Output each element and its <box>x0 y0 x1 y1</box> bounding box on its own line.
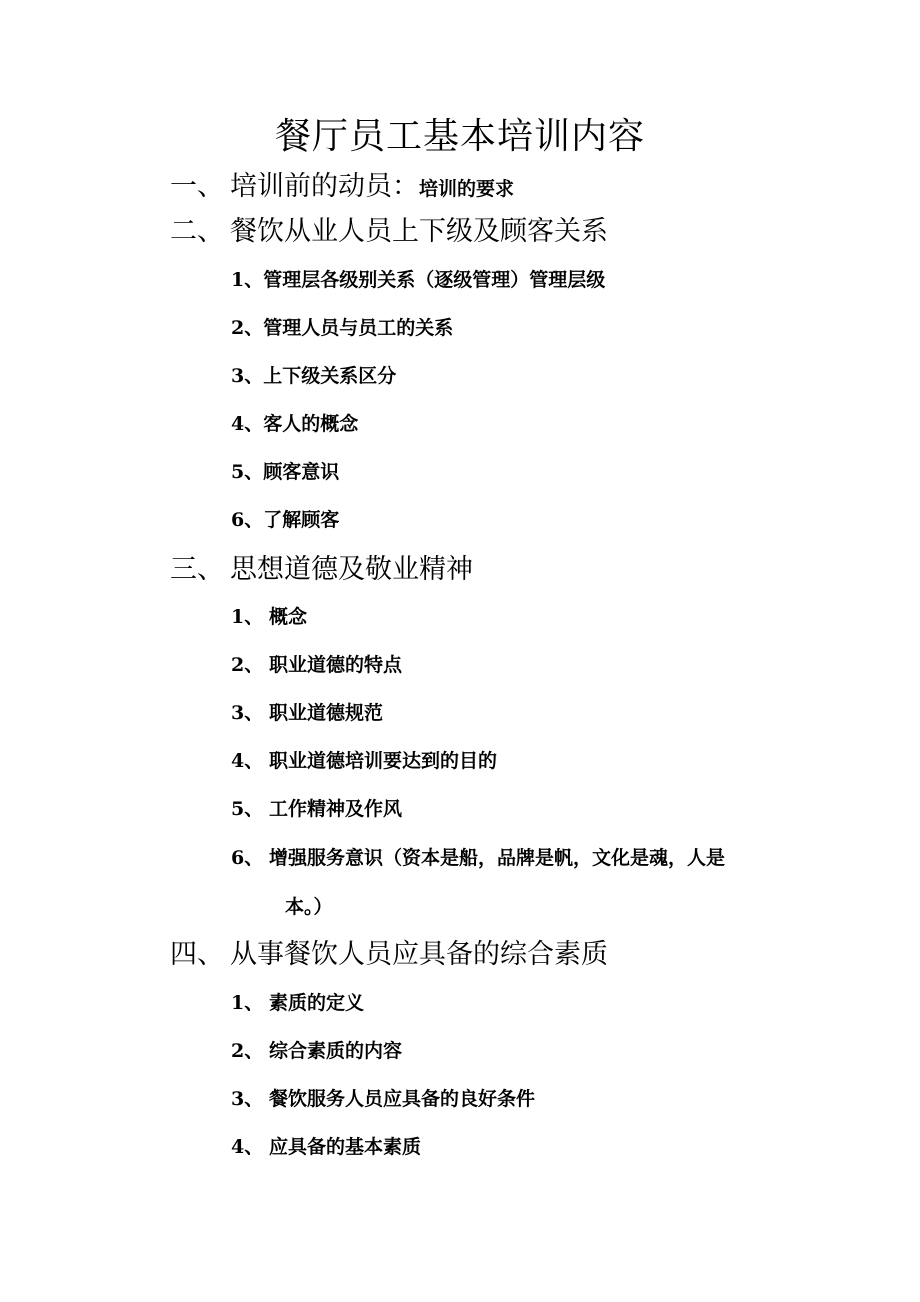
item-text: 概念 <box>269 606 308 628</box>
item-text: 增强服务意识（资本是船，品牌是帆，文化是魂，人是 <box>269 847 726 869</box>
document-title: 餐厅员工基本培训内容 <box>274 116 645 157</box>
item-number: 3、 <box>231 702 264 724</box>
item-text: 应具备的基本素质 <box>269 1136 422 1158</box>
item-number: 3、 <box>231 365 264 387</box>
section-title: 餐饮从业人员上下级及顾客关系 <box>230 216 608 247</box>
item-text: 客人的概念 <box>263 413 359 435</box>
section-heading-2 <box>170 214 608 250</box>
item-number: 1、 <box>231 992 264 1014</box>
section-marker: 三、 <box>170 554 224 585</box>
item-text: 素质的定义 <box>269 992 365 1014</box>
item-text: 上下级关系区分 <box>263 365 397 387</box>
section-title: 培训前的动员： <box>230 171 419 202</box>
list-item <box>231 1037 402 1065</box>
item-number: 1、 <box>231 269 264 291</box>
section-title: 思想道德及敬业精神 <box>230 554 473 585</box>
list-item <box>231 603 307 631</box>
section-heading-1 <box>170 169 514 207</box>
list-item <box>231 1133 421 1161</box>
section-marker: 一、 <box>170 171 224 202</box>
item-text: 管理人员与员工的关系 <box>263 317 454 339</box>
item-number: 3、 <box>231 1088 264 1110</box>
list-item <box>231 266 605 294</box>
list-item <box>231 651 402 679</box>
item-number: 4、 <box>231 413 264 435</box>
list-item <box>231 314 453 342</box>
item-text: 餐饮服务人员应具备的良好条件 <box>269 1088 536 1110</box>
section-note: 培训的要求 <box>419 178 515 200</box>
item-number: 1、 <box>231 606 264 628</box>
list-item <box>231 458 339 486</box>
section-marker: 二、 <box>170 216 224 247</box>
list-item <box>231 410 358 438</box>
list-item <box>231 362 396 390</box>
list-item <box>231 747 497 775</box>
section-heading-3 <box>170 552 473 588</box>
item-text: 顾客意识 <box>263 461 340 483</box>
item-text: 了解顾客 <box>263 509 340 531</box>
item-number: 4、 <box>231 1136 264 1158</box>
item-number: 2、 <box>231 654 264 676</box>
item-number: 4、 <box>231 750 264 772</box>
item-number: 6、 <box>231 509 264 531</box>
item-text: 职业道德培训要达到的目的 <box>269 750 498 772</box>
section-heading-4 <box>170 937 608 973</box>
item-text: 综合素质的内容 <box>269 1040 403 1062</box>
list-item <box>231 1085 535 1113</box>
list-item-continuation: 本。） <box>285 896 333 918</box>
item-text: 管理层各级别关系（逐级管理）管理层级 <box>263 269 606 291</box>
item-number: 5、 <box>231 461 264 483</box>
section-marker: 四、 <box>170 939 224 970</box>
list-item <box>231 795 402 823</box>
list-item <box>231 844 725 872</box>
item-text: 职业道德的特点 <box>269 654 403 676</box>
item-number: 6、 <box>231 847 264 869</box>
item-number: 5、 <box>231 798 264 820</box>
item-number: 2、 <box>231 317 264 339</box>
item-number: 2、 <box>231 1040 264 1062</box>
item-text: 职业道德规范 <box>269 702 384 724</box>
section-title: 从事餐饮人员应具备的综合素质 <box>230 939 608 970</box>
list-item <box>231 506 339 534</box>
list-item <box>231 989 364 1017</box>
item-text: 工作精神及作风 <box>269 798 403 820</box>
list-item <box>231 699 383 727</box>
